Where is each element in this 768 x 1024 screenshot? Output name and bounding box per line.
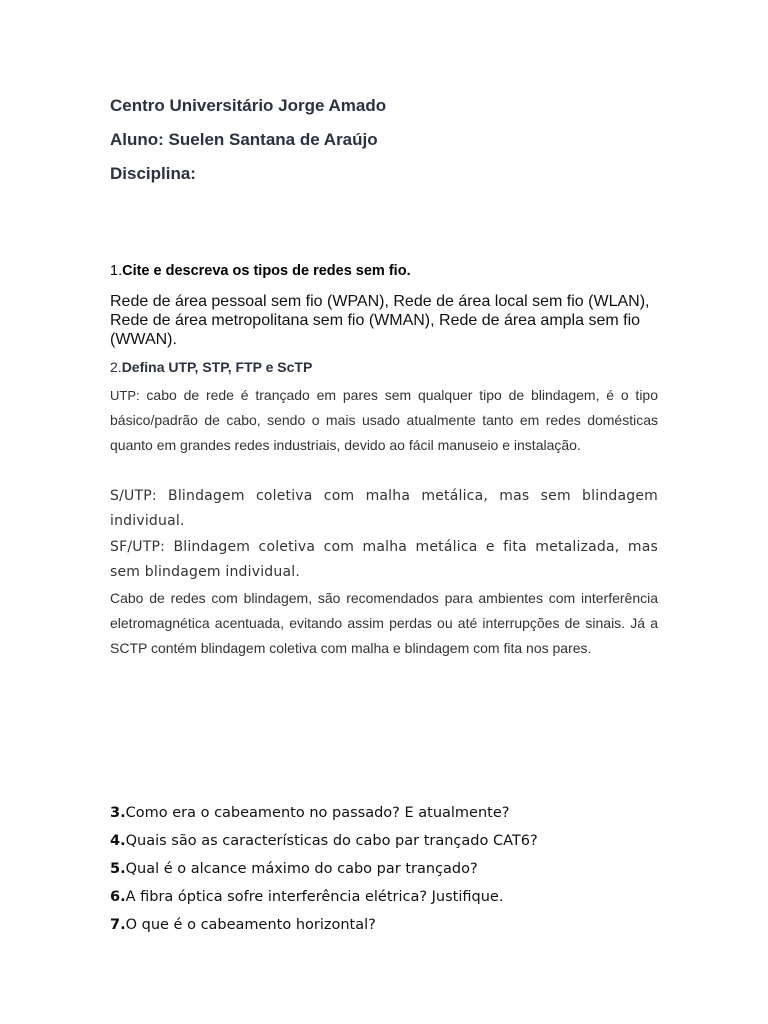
question-6-number: 6. <box>110 889 126 905</box>
question-5-number: 5. <box>110 861 126 877</box>
question-7 <box>110 917 376 933</box>
question-1 <box>110 263 411 279</box>
student-heading: Aluno: Suelen Santana de Araújo <box>110 130 378 149</box>
utp-paragraph <box>110 383 658 458</box>
question-3-text: Como era o cabeamento no passado? E atualmente? <box>125 805 510 821</box>
institution-heading: Centro Universitário Jorge Amado <box>110 96 387 115</box>
cabo-paragraph: Cabo de redes com blindagem, são recomendados para ambientes com interferência eletromagnética acentuada, evitando assim perdas ou até interrupções de sinais. Já a SCTP contém blindagem coletiva com malha e blindagem com fita nos pares. <box>110 590 658 656</box>
question-5-text: Qual é o alcance máximo do cabo par trançado? <box>125 861 478 877</box>
answer-1: Rede de área pessoal sem fio (WPAN), Rede de área local sem fio (WLAN), Rede de área metropolitana sem fio (WMAN), Rede de área ampla sem fio (WWAN). <box>110 293 650 348</box>
question-7-number: 7. <box>110 917 126 933</box>
question-4 <box>110 833 538 849</box>
question-2 <box>110 359 312 375</box>
question-4-number: 4. <box>110 833 126 849</box>
question-6-text: A fibra óptica sofre interferência elétrica? Justifique. <box>125 889 504 905</box>
utp-prefix: UTP: <box>110 388 140 403</box>
question-3 <box>110 805 509 821</box>
question-6 <box>110 889 503 905</box>
question-7-text: O que é o cabeamento horizontal? <box>125 917 376 933</box>
utp-text: cabo de rede é trançado em pares sem qualquer tipo de blindagem, é o tipo básico/padrão de cabo, sendo o mais usado atualmente tanto em redes domésticas quanto em grandes redes industriais, devido ao fácil manuseio e instalação. <box>110 387 658 453</box>
question-1-number: 1. <box>110 263 123 279</box>
sutp-paragraph: S/UTP: Blindagem coletiva com malha metálica, mas sem blindagem individual. <box>110 488 658 529</box>
question-2-text: Defina UTP, STP, FTP e ScTP <box>121 359 313 375</box>
question-1-text: Cite e descreva os tipos de redes sem fio. <box>122 263 411 279</box>
discipline-heading: Disciplina: <box>110 164 196 183</box>
question-5 <box>110 861 478 877</box>
sfutp-paragraph: SF/UTP: Blindagem coletiva com malha metálica e fita metalizada, mas sem blindagem individual. <box>110 539 658 580</box>
question-3-number: 3. <box>110 805 126 821</box>
question-2-number: 2. <box>110 359 122 375</box>
question-4-text: Quais são as características do cabo par trançado CAT6? <box>125 833 538 849</box>
